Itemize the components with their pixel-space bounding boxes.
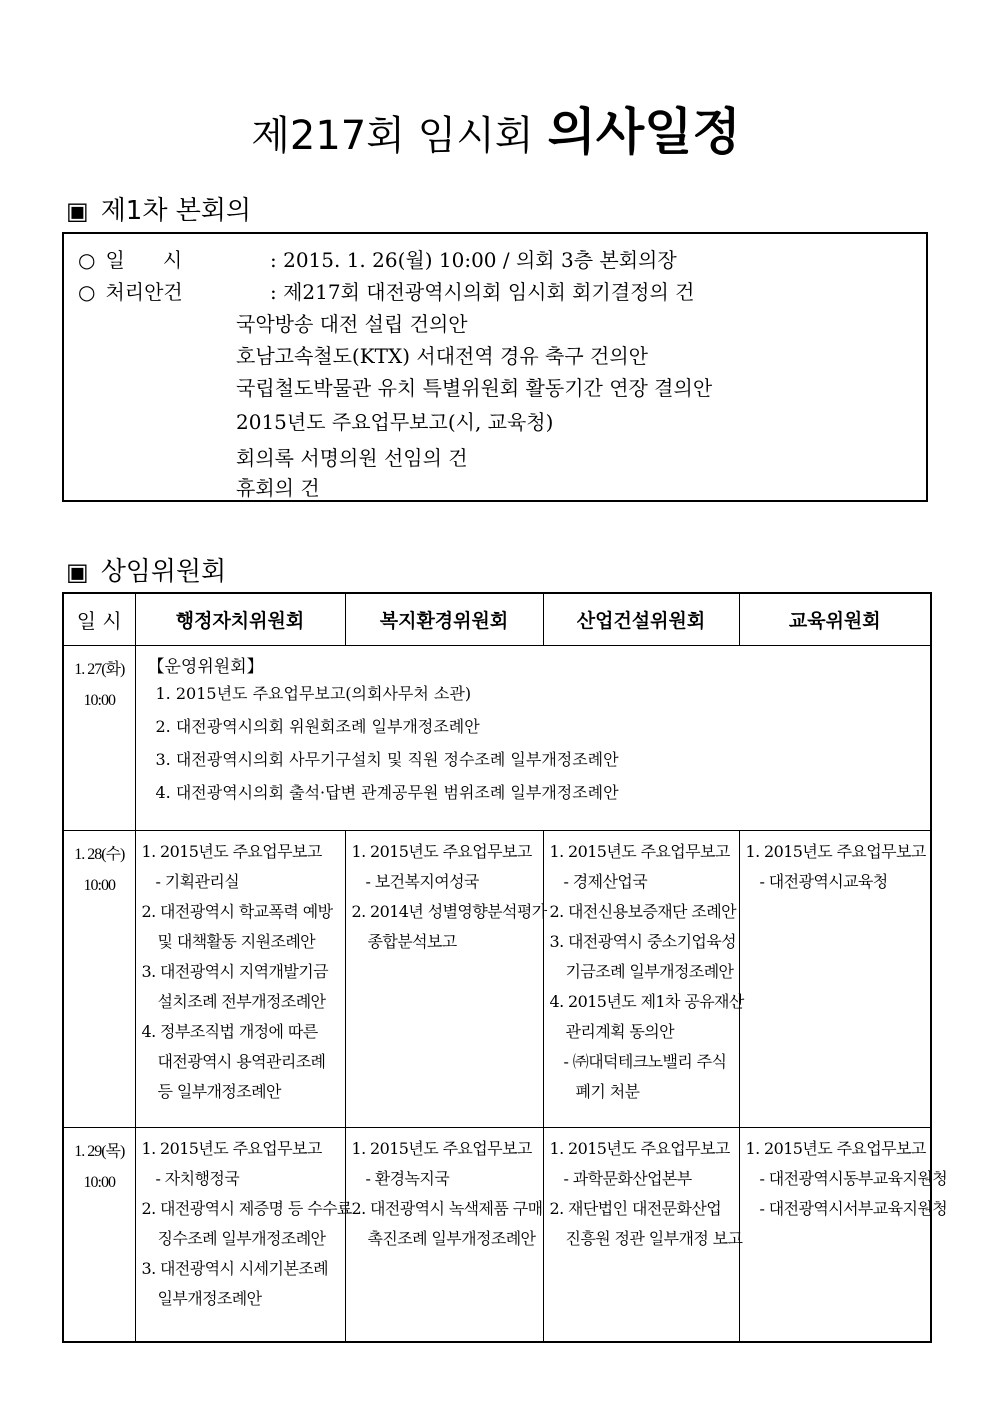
column-header-welfare: 복지환경위원회: [345, 593, 543, 646]
list-item: 1. 2015년도 주요업무보고: [141, 842, 322, 861]
list-item: 3. 대전광역시의회 사무기구설치 및 직원 정수조례 일부개정조례안: [155, 750, 619, 769]
table-header-row: [63, 593, 931, 646]
list-item: 2. 대전광역시 녹색제품 구매: [351, 1199, 543, 1218]
committee-schedule-table: [62, 592, 948, 1343]
list-item: 진흥원 정관 일부개정 보고: [565, 1229, 743, 1248]
list-item: - 과학문화산업본부: [563, 1169, 692, 1188]
list-item: 1. 2015년도 주요업무보고: [141, 1139, 322, 1158]
list-item: 촉진조례 일부개정조례안: [367, 1229, 536, 1248]
circle-bullet-icon: ○: [78, 280, 96, 304]
date-value: : 2015. 1. 26(월) 10:00 / 의회 3층 본회의장: [270, 248, 677, 272]
admin-cell: [135, 831, 345, 1128]
list-item: 1. 2015년도 주요업무보고: [745, 1139, 926, 1158]
list-item: 2. 대전광역시의회 위원회조례 일부개정조례안: [155, 717, 480, 736]
page-title: [0, 92, 992, 164]
date-cell: 1. 29(목) 10:00: [63, 1128, 135, 1342]
list-item: - 환경녹지국: [365, 1169, 450, 1188]
column-header-industry: 산업건설위원회: [543, 593, 739, 646]
agenda-item: 2015년도 주요업무보고(시, 교육청): [236, 410, 554, 434]
list-item: 2. 대전신용보증재단 조례안: [549, 902, 736, 921]
list-item: 관리계획 동의안: [565, 1022, 674, 1041]
list-item: 2. 대전광역시 학교폭력 예방: [141, 902, 333, 921]
section-heading-plenary: [66, 190, 251, 227]
welfare-cell: [345, 1128, 543, 1342]
column-header-date: 일 시: [63, 593, 135, 646]
list-item: 1. 2015년도 주요업무보고: [351, 842, 532, 861]
list-item: - 대전광역시서부교육지원청: [759, 1199, 948, 1218]
section-title: 제1차 본회의: [100, 196, 252, 226]
agenda-item: 국립철도박물관 유치 특별위원회 활동기간 연장 결의안: [236, 376, 713, 400]
agenda-item: 국악방송 대전 설립 건의안: [236, 312, 468, 336]
agenda-item: 휴회의 건: [236, 476, 320, 500]
list-item: 4. 2015년도 제1차 공유재산: [549, 992, 744, 1011]
list-item: 1. 2015년도 주요업무보고: [549, 842, 730, 861]
square-marker-icon: ▣: [66, 197, 89, 225]
agenda-item: 호남고속철도(KTX) 서대전역 경유 축구 건의안: [236, 344, 648, 368]
agenda-item: : 제217회 대전광역시의회 임시회 회기결정의 건: [270, 280, 695, 304]
list-item: 3. 대전광역시 지역개발기금: [141, 962, 328, 981]
education-cell: [739, 1128, 948, 1342]
steering-committee-cell: [135, 646, 931, 831]
list-item: 3. 대전광역시 시세기본조례: [141, 1259, 328, 1278]
column-header-education: 교육위원회: [739, 593, 931, 646]
list-item: 설치조례 전부개정조례안: [157, 992, 326, 1011]
list-item: 1. 2015년도 주요업무보고(의회사무처 소관): [155, 684, 472, 703]
table-row: [63, 1128, 931, 1342]
list-item: 4. 대전광역시의회 출석·답변 관계공무원 범위조례 일부개정조례안: [155, 783, 619, 802]
date-cell: 1. 28(수) 10:00: [63, 831, 135, 1128]
table-row: [63, 646, 931, 831]
admin-cell: [135, 1128, 352, 1342]
agenda-item: 회의록 서명의원 선임의 건: [236, 446, 468, 470]
list-item: 폐기 처분: [575, 1082, 640, 1101]
education-cell: [739, 831, 931, 1128]
list-item: - 경제산업국: [563, 872, 648, 891]
list-item: - 기획관리실: [155, 872, 240, 891]
square-marker-icon: ▣: [66, 558, 89, 586]
list-item: 1. 2015년도 주요업무보고: [351, 1139, 532, 1158]
list-item: 2. 재단법인 대전문화산업: [549, 1199, 722, 1218]
list-item: 2. 2014년 성별영향분석평가: [351, 902, 547, 921]
welfare-cell: [345, 831, 547, 1128]
list-item: 종합분석보고: [367, 932, 457, 951]
list-item: 징수조례 일부개정조례안: [157, 1229, 326, 1248]
list-item: 등 일부개정조례안: [157, 1082, 281, 1101]
list-item: 4. 정부조직법 개정에 따른: [141, 1022, 318, 1041]
list-item: 및 대책활동 지원조례안: [157, 932, 316, 951]
date-cell: 1. 27(화) 10:00: [63, 646, 135, 831]
table-row: [63, 831, 931, 1128]
list-item: - ㈜대덕테크노밸리 주식: [563, 1052, 727, 1071]
list-item: 1. 2015년도 주요업무보고: [549, 1139, 730, 1158]
column-header-admin: 행정자치위원회: [135, 593, 345, 646]
circle-bullet-icon: ○: [78, 248, 96, 272]
title-agenda: 의사일정: [547, 103, 741, 161]
list-item: - 자치행정국: [155, 1169, 240, 1188]
list-item: - 대전광역시교육청: [759, 872, 888, 891]
industry-cell: [543, 1128, 743, 1342]
list-item: 대전광역시 용역관리조례: [157, 1052, 326, 1071]
section-heading-committee: [66, 551, 226, 588]
date-row-label: ○ 일 시: [78, 248, 183, 272]
list-item: - 대전광역시동부교육지원청: [759, 1169, 948, 1188]
section-title: 상임위원회: [100, 557, 227, 587]
title-session: 제217회 임시회: [251, 113, 534, 159]
industry-cell: [543, 831, 744, 1128]
plenary-box: [62, 232, 928, 502]
list-item: 2. 대전광역시 제증명 등 수수료: [141, 1199, 352, 1218]
list-item: 1. 2015년도 주요업무보고: [745, 842, 926, 861]
steering-heading: 【운영위원회】: [147, 657, 264, 677]
list-item: 일부개정조례안: [157, 1289, 262, 1308]
list-item: - 보건복지여성국: [365, 872, 479, 891]
agenda-row-label: ○ 처리안건: [78, 280, 183, 304]
list-item: 기금조례 일부개정조례안: [565, 962, 734, 981]
list-item: 3. 대전광역시 중소기업육성: [549, 932, 736, 951]
